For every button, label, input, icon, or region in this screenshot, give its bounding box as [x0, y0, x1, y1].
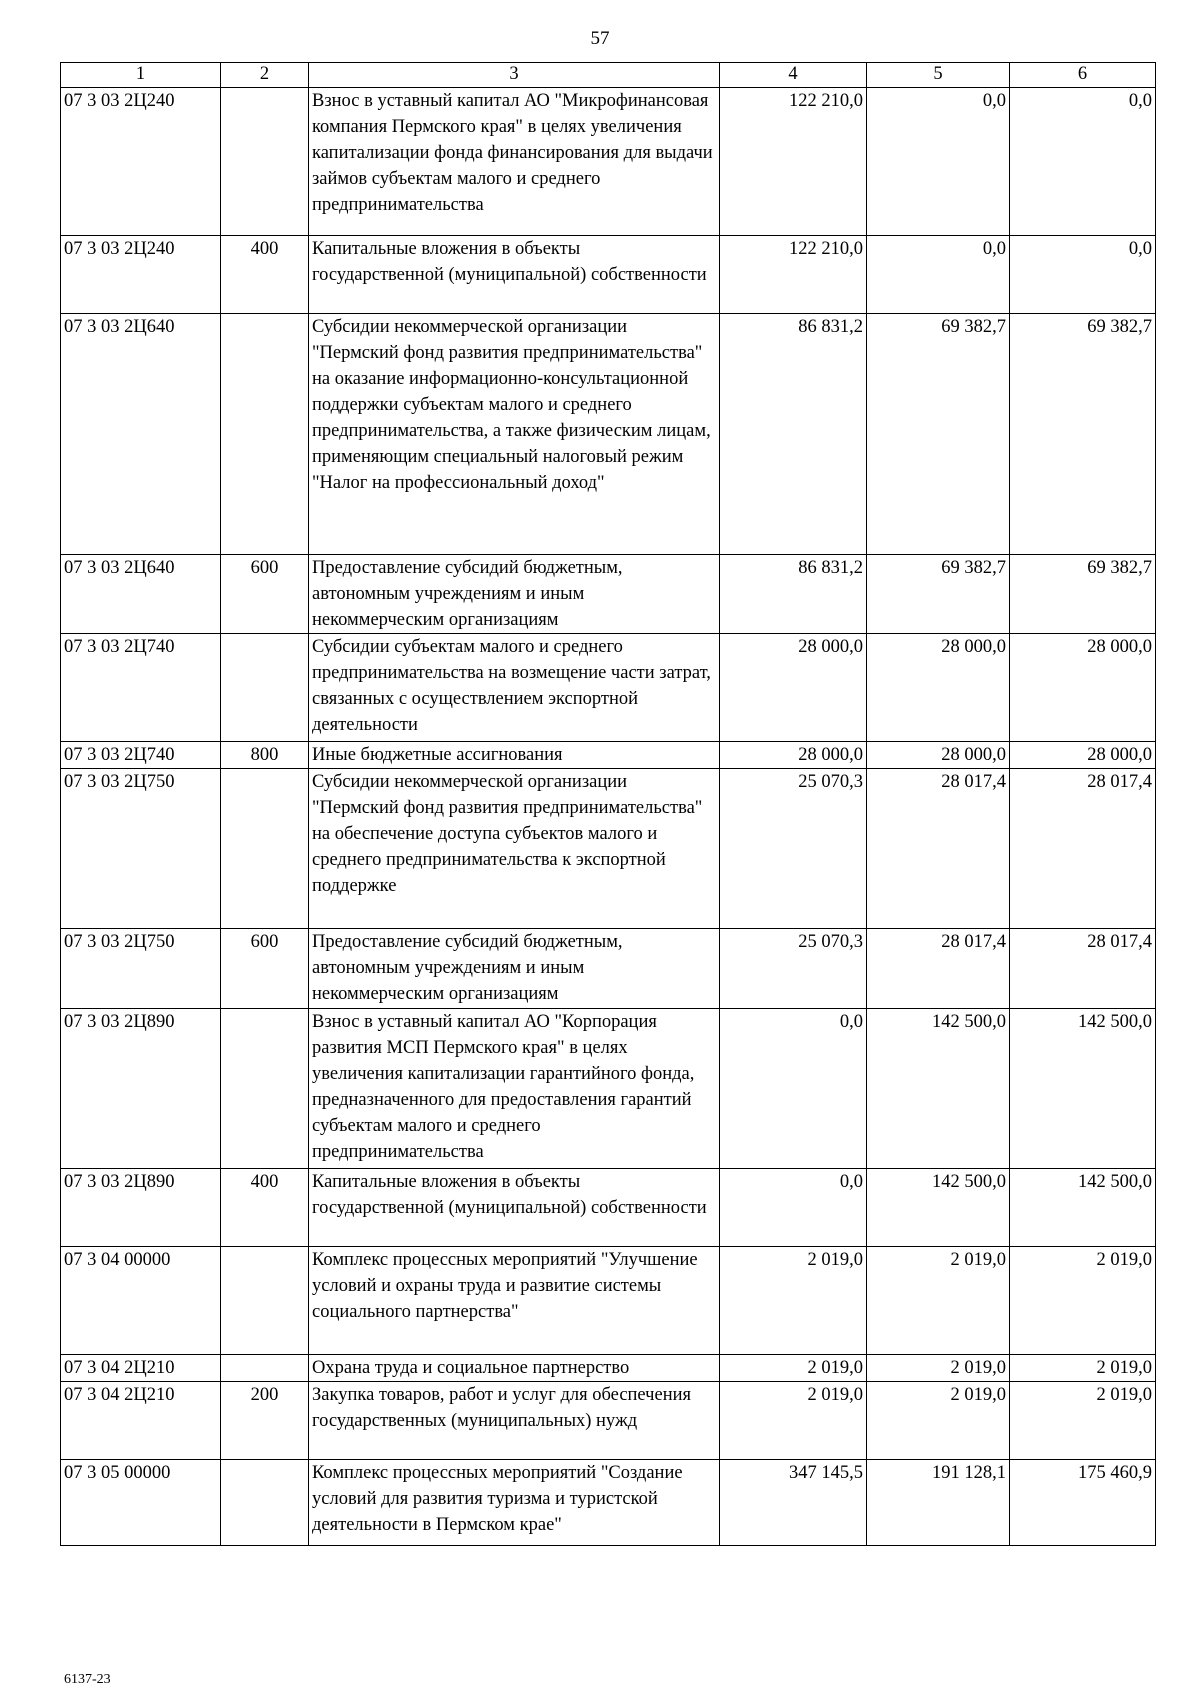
row-value-col6: 69 382,7	[1010, 555, 1156, 634]
row-code: 07 3 03 2Ц890	[61, 1169, 221, 1247]
table-row	[61, 634, 1156, 742]
row-value-col6: 2 019,0	[1010, 1247, 1156, 1355]
row-value-col4: 347 145,5	[720, 1460, 867, 1546]
row-expense-type	[221, 769, 309, 929]
row-value-col4: 122 210,0	[720, 88, 867, 236]
row-value-col6: 142 500,0	[1010, 1169, 1156, 1247]
table-row	[61, 1169, 1156, 1247]
row-value-col6: 28 000,0	[1010, 742, 1156, 769]
budget-table	[60, 62, 1156, 1546]
row-description: Предоставление субсидий бюджетным, автономным учреждениям и иным некоммерческим организациям	[309, 929, 720, 1009]
row-value-col6: 2 019,0	[1010, 1382, 1156, 1460]
row-description: Иные бюджетные ассигнования	[309, 742, 720, 769]
footer-document-code: 6137-23	[64, 1672, 111, 1687]
row-value-col4: 25 070,3	[720, 769, 867, 929]
page-number: 57	[590, 28, 610, 49]
row-expense-type	[221, 314, 309, 555]
row-value-col4: 86 831,2	[720, 314, 867, 555]
table-row	[61, 314, 1156, 555]
header-col-3: 3	[309, 63, 720, 88]
row-expense-type: 600	[221, 929, 309, 1009]
table-row	[61, 769, 1156, 929]
row-value-col4: 0,0	[720, 1169, 867, 1247]
row-value-col5: 142 500,0	[867, 1009, 1010, 1169]
row-value-col6: 175 460,9	[1010, 1460, 1156, 1546]
row-description: Комплекс процессных мероприятий "Создание условий для развития туризма и туристской деятельности в Пермском крае"	[309, 1460, 720, 1546]
row-value-col4: 25 070,3	[720, 929, 867, 1009]
row-code: 07 3 03 2Ц890	[61, 1009, 221, 1169]
table-row	[61, 742, 1156, 769]
row-description: Предоставление субсидий бюджетным, автономным учреждениям и иным некоммерческим организациям	[309, 555, 720, 634]
table-row	[61, 1460, 1156, 1546]
row-code: 07 3 04 2Ц210	[61, 1355, 221, 1382]
row-value-col5: 0,0	[867, 236, 1010, 314]
row-value-col5: 142 500,0	[867, 1169, 1010, 1247]
table-row	[61, 1355, 1156, 1382]
row-code: 07 3 04 2Ц210	[61, 1382, 221, 1460]
row-code: 07 3 04 00000	[61, 1247, 221, 1355]
row-description: Субсидии субъектам малого и среднего предпринимательства на возмещение части затрат, связанных с осуществлением экспортной деятельности	[309, 634, 720, 742]
table-row	[61, 929, 1156, 1009]
row-value-col5: 0,0	[867, 88, 1010, 236]
row-value-col5: 28 000,0	[867, 634, 1010, 742]
row-value-col4: 28 000,0	[720, 742, 867, 769]
row-expense-type	[221, 1009, 309, 1169]
row-expense-type: 600	[221, 555, 309, 634]
row-description: Комплекс процессных мероприятий "Улучшение условий и охраны труда и развитие системы социального партнерства"	[309, 1247, 720, 1355]
row-value-col5: 2 019,0	[867, 1355, 1010, 1382]
row-code: 07 3 03 2Ц750	[61, 929, 221, 1009]
row-value-col5: 2 019,0	[867, 1382, 1010, 1460]
row-value-col6: 142 500,0	[1010, 1009, 1156, 1169]
row-code: 07 3 03 2Ц740	[61, 742, 221, 769]
row-code: 07 3 03 2Ц740	[61, 634, 221, 742]
table-row	[61, 236, 1156, 314]
row-expense-type: 400	[221, 1169, 309, 1247]
row-description: Взнос в уставный капитал АО "Корпорация развития МСП Пермского края" в целях увеличения капитализации гарантийного фонда, предназначенного для предоставления гарантий субъектам малого и среднего предпринимательства	[309, 1009, 720, 1169]
row-value-col5: 69 382,7	[867, 555, 1010, 634]
row-expense-type	[221, 88, 309, 236]
row-value-col5: 28 000,0	[867, 742, 1010, 769]
row-value-col6: 28 017,4	[1010, 769, 1156, 929]
row-value-col5: 28 017,4	[867, 929, 1010, 1009]
row-expense-type: 800	[221, 742, 309, 769]
row-expense-type	[221, 1460, 309, 1546]
header-col-1: 1	[61, 63, 221, 88]
row-expense-type: 400	[221, 236, 309, 314]
header-col-6: 6	[1010, 63, 1156, 88]
row-description: Охрана труда и социальное партнерство	[309, 1355, 720, 1382]
row-value-col5: 191 128,1	[867, 1460, 1010, 1546]
row-value-col6: 2 019,0	[1010, 1355, 1156, 1382]
row-value-col5: 69 382,7	[867, 314, 1010, 555]
row-description: Взнос в уставный капитал АО "Микрофинансовая компания Пермского края" в целях увеличения капитализации фонда финансирования для выдачи займов субъектам малого и среднего предпринимательства	[309, 88, 720, 236]
row-value-col4: 86 831,2	[720, 555, 867, 634]
row-value-col4: 0,0	[720, 1009, 867, 1169]
row-value-col4: 28 000,0	[720, 634, 867, 742]
header-row	[61, 63, 1156, 88]
table-row	[61, 1247, 1156, 1355]
row-expense-type	[221, 634, 309, 742]
header-col-2: 2	[221, 63, 309, 88]
row-description: Закупка товаров, работ и услуг для обеспечения государственных (муниципальных) нужд	[309, 1382, 720, 1460]
row-code: 07 3 03 2Ц240	[61, 236, 221, 314]
row-value-col4: 2 019,0	[720, 1382, 867, 1460]
row-value-col4: 122 210,0	[720, 236, 867, 314]
header-col-4: 4	[720, 63, 867, 88]
row-value-col6: 28 000,0	[1010, 634, 1156, 742]
row-value-col5: 2 019,0	[867, 1247, 1010, 1355]
table-row	[61, 88, 1156, 236]
row-expense-type	[221, 1355, 309, 1382]
row-code: 07 3 05 00000	[61, 1460, 221, 1546]
table-row	[61, 555, 1156, 634]
row-description: Капитальные вложения в объекты государственной (муниципальной) собственности	[309, 1169, 720, 1247]
row-expense-type: 200	[221, 1382, 309, 1460]
row-description: Капитальные вложения в объекты государственной (муниципальной) собственности	[309, 236, 720, 314]
row-code: 07 3 03 2Ц640	[61, 314, 221, 555]
header-col-5: 5	[867, 63, 1010, 88]
row-value-col4: 2 019,0	[720, 1355, 867, 1382]
row-code: 07 3 03 2Ц750	[61, 769, 221, 929]
table-row	[61, 1382, 1156, 1460]
row-code: 07 3 03 2Ц640	[61, 555, 221, 634]
row-description: Субсидии некоммерческой организации "Пермский фонд развития предпринимательства" на оказание информационно-консультационной поддержки субъектам малого и среднего предпринимательства, а также физическим лицам, применяющим специальный налоговый режим "Налог на профессиональный доход"	[309, 314, 720, 555]
row-value-col4: 2 019,0	[720, 1247, 867, 1355]
row-value-col6: 0,0	[1010, 236, 1156, 314]
row-description: Субсидии некоммерческой организации "Пермский фонд развития предпринимательства" на обеспечение доступа субъектов малого и среднего предпринимательства к экспортной поддержке	[309, 769, 720, 929]
table-row	[61, 1009, 1156, 1169]
row-value-col6: 69 382,7	[1010, 314, 1156, 555]
row-value-col6: 28 017,4	[1010, 929, 1156, 1009]
row-code: 07 3 03 2Ц240	[61, 88, 221, 236]
row-value-col6: 0,0	[1010, 88, 1156, 236]
row-expense-type	[221, 1247, 309, 1355]
row-value-col5: 28 017,4	[867, 769, 1010, 929]
